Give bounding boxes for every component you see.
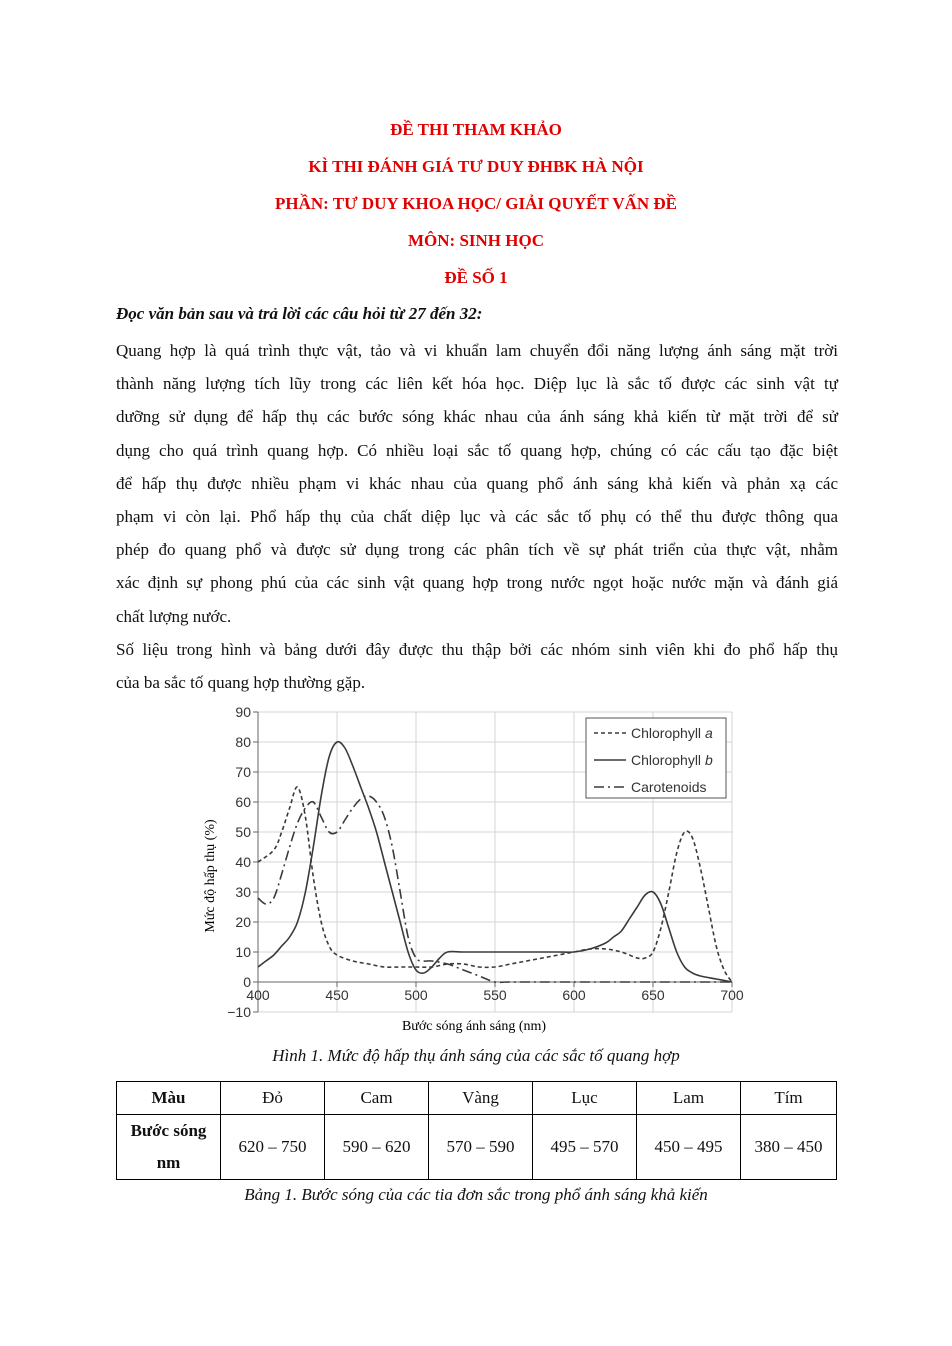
- table-cell: 590 – 620: [325, 1115, 429, 1180]
- row-label-line: nm: [156, 1153, 181, 1172]
- y-tick-label: −10: [227, 1004, 251, 1020]
- y-tick-label: 80: [235, 734, 251, 750]
- y-tick-label: 20: [235, 914, 251, 930]
- table-row-wavelengths: [117, 1115, 837, 1180]
- passage-paragraph-1: [116, 334, 838, 633]
- table-caption: Bảng 1. Bước sóng của các tia đơn sắc trong phổ ánh sáng khả kiến: [244, 1185, 708, 1204]
- table-cell: Đỏ: [221, 1082, 325, 1115]
- exam-name: KÌ THI ĐÁNH GIÁ TƯ DUY ĐHBK HÀ NỘI: [308, 157, 644, 176]
- passage-line: xác định sự phong phú của các sinh vật quang hợp trong nước ngọt hoặc nước mặn và đánh giá: [116, 573, 838, 593]
- passage-paragraph-2: [116, 633, 838, 699]
- y-tick-label: 10: [235, 944, 251, 960]
- passage-line: thành năng lượng tích lũy trong các liên kết hóa học. Diệp lục là sắc tố được các sinh vật tự: [116, 374, 838, 394]
- y-tick-label: 40: [235, 854, 251, 870]
- passage-line: để hấp thụ được nhiều phạm vi khác nhau của quang phổ ánh sáng khả kiến và phản xạ các: [116, 473, 838, 493]
- y-tick-label: 30: [235, 884, 251, 900]
- table-cell: 380 – 450: [741, 1115, 837, 1180]
- legend-label: Chlorophyll b: [631, 752, 713, 768]
- passage-line: Quang hợp là quá trình thực vật, tảo và vi khuẩn lam chuyển đổi năng lượng ánh sáng mặt trời: [116, 341, 838, 360]
- passage-line: dụng cho quá trình quang hợp. Có nhiều loại sắc tố quang hợp, chúng có các cấu tạo đặc biệt: [116, 440, 838, 460]
- wavelength-table: [116, 1081, 837, 1180]
- y-tick-label: 60: [235, 794, 251, 810]
- x-tick-label: 700: [720, 987, 744, 1003]
- row-label-line: Bước sóng: [130, 1121, 207, 1140]
- table-cell: Lục: [533, 1082, 637, 1115]
- x-tick-label: 650: [641, 987, 665, 1003]
- x-tick-label: 600: [562, 987, 586, 1003]
- table-cell: Tím: [741, 1082, 837, 1115]
- passage-line: chất lượng nước.: [116, 606, 232, 626]
- table-cell: 495 – 570: [533, 1115, 637, 1180]
- table-header-cell: [117, 1115, 221, 1180]
- table-cell: Vàng: [429, 1082, 533, 1115]
- table-row-colors: [117, 1082, 837, 1115]
- y-axis-label: Mức độ hấp thụ (%): [203, 819, 218, 933]
- y-tick-label: 0: [243, 974, 251, 990]
- reading-instruction: Đọc văn bản sau và trả lời các câu hỏi từ 27 đến 32:: [116, 304, 483, 323]
- legend-label: Chlorophyll a: [631, 725, 713, 741]
- x-tick-label: 400: [246, 987, 270, 1003]
- table-cell: 570 – 590: [429, 1115, 533, 1180]
- table-header-cell: Màu: [117, 1082, 221, 1115]
- passage-line: Số liệu trong hình và bảng dưới đây được thu thập bởi các nhóm sinh viên khi đo phổ hấp thụ: [116, 640, 838, 659]
- figure-caption: Hình 1. Mức độ hấp thụ ánh sáng của các sắc tố quang hợp: [272, 1046, 680, 1065]
- y-tick-label: 50: [235, 824, 251, 840]
- absorption-spectrum-chart: [196, 700, 756, 1040]
- y-tick-label: 70: [235, 764, 251, 780]
- passage-line: phép đo quang phổ và được sử dụng trong các phân tích về sự phát triển của thực vật, nhằm: [116, 540, 838, 560]
- x-tick-label: 550: [483, 987, 507, 1003]
- table-cell: Cam: [325, 1082, 429, 1115]
- legend-label: Carotenoids: [631, 779, 707, 795]
- exam-section: PHẦN: TƯ DUY KHOA HỌC/ GIẢI QUYẾT VẤN ĐỀ: [274, 194, 678, 213]
- table-cell: Lam: [637, 1082, 741, 1115]
- table-cell: 450 – 495: [637, 1115, 741, 1180]
- passage-line: của ba sắc tố quang hợp thường gặp.: [116, 673, 366, 693]
- x-tick-label: 500: [404, 987, 428, 1003]
- exam-title: ĐỀ THI THAM KHẢO: [390, 120, 562, 139]
- x-tick-label: 450: [325, 987, 349, 1003]
- exam-subject: MÔN: SINH HỌC: [408, 231, 544, 250]
- exam-number: ĐỀ SỐ 1: [444, 268, 508, 287]
- passage-line: phạm vi còn lại. Phổ hấp thụ của chất diệp lục và các sắc tố phụ có thể thu được thông qua: [116, 507, 838, 527]
- chart-legend: [586, 718, 726, 798]
- passage-line: dưỡng sử dụng để hấp thụ các bước sóng khác nhau của ánh sáng khả kiến từ mặt trời để sử: [116, 407, 838, 427]
- y-tick-label: 90: [235, 704, 251, 720]
- x-axis-label: Bước sóng ánh sáng (nm): [401, 1019, 547, 1034]
- table-cell: 620 – 750: [221, 1115, 325, 1180]
